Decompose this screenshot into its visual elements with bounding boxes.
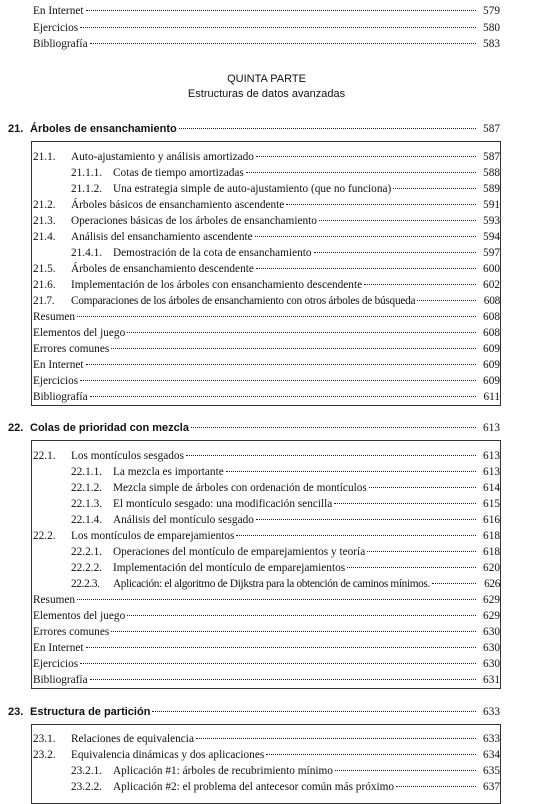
- section-number: 21.1.1.: [71, 167, 103, 179]
- entry-page: 609: [483, 343, 500, 355]
- toc-section: [33, 230, 500, 245]
- entry-page: 629: [483, 610, 500, 622]
- chapter-number: 21.: [8, 123, 24, 135]
- chapter-page: 633: [483, 706, 500, 718]
- section-page: 600: [483, 263, 500, 275]
- toc-subsection: [71, 513, 500, 528]
- section-number: 21.1.2.: [71, 183, 103, 195]
- toc-entry: [33, 673, 500, 688]
- section-page: 620: [483, 562, 500, 574]
- entry-title: Resumen: [33, 594, 76, 606]
- section-number: 22.1.1.: [71, 466, 103, 478]
- toc-entry: [33, 625, 500, 640]
- section-page: 618: [483, 530, 500, 542]
- chapter-title: Estructura de partición: [30, 706, 151, 718]
- section-title: Análisis del montículo sesgado: [113, 514, 254, 526]
- section-title: Operaciones básicas de los árboles de ensanchamiento: [71, 215, 317, 227]
- section-title: Demostración de la cota de ensanchamiento: [113, 247, 312, 259]
- entry-title: Bibliografía: [33, 391, 88, 403]
- entry-title: En Internet: [33, 5, 84, 17]
- chapter-heading: [8, 705, 500, 720]
- section-page: 634: [483, 749, 500, 761]
- toc-section: [33, 198, 500, 213]
- section-number: 22.2.3.: [71, 578, 100, 590]
- toc-section: [33, 294, 500, 309]
- section-number: 23.2.1.: [71, 765, 103, 777]
- section-number: 23.2.: [33, 749, 56, 761]
- chapter-page: 587: [483, 123, 500, 135]
- entry-page: 580: [483, 22, 500, 34]
- entry-page: 630: [483, 658, 500, 670]
- entry-page: 583: [483, 38, 500, 50]
- section-number: 21.4.1.: [71, 247, 103, 259]
- toc-entry: [33, 21, 500, 36]
- section-title: Árboles básicos de ensanchamiento ascendente: [71, 199, 285, 211]
- section-number: 22.1.2.: [71, 482, 103, 494]
- entry-page: 608: [483, 327, 500, 339]
- entry-page: 608: [483, 311, 500, 323]
- entry-title: Elementos del juego: [33, 327, 126, 339]
- entry-page: 609: [483, 359, 500, 371]
- section-title: Análisis del ensanchamiento ascendente: [71, 231, 253, 243]
- section-number: 23.2.2.: [71, 781, 103, 793]
- chapter-title: Colas de prioridad con mezcla: [30, 422, 189, 434]
- toc-section: [33, 748, 500, 763]
- section-page: 626: [484, 578, 500, 590]
- toc-subsection: [71, 577, 500, 592]
- entry-page: 609: [483, 375, 500, 387]
- section-title: Implementación de los árboles con ensanchamiento descendente: [71, 279, 363, 291]
- section-title: Una estrategia simple de auto-ajustamiento (que no funciona): [113, 183, 392, 195]
- entry-page: 611: [483, 391, 500, 403]
- toc-subsection: [71, 182, 500, 197]
- section-page: 608: [483, 295, 500, 307]
- section-page: 588: [483, 167, 500, 179]
- toc-subsection: [71, 465, 500, 480]
- section-page: 591: [483, 199, 500, 211]
- toc-subsection: [71, 764, 500, 779]
- section-number: 22.1.4.: [71, 514, 103, 526]
- toc-entry: [33, 609, 500, 624]
- section-title: El montículo sesgado: una modificación sencilla: [113, 498, 333, 510]
- section-page: 637: [483, 781, 500, 793]
- section-page: 602: [483, 279, 500, 291]
- toc-entry: [33, 390, 500, 405]
- toc-subsection: [71, 497, 500, 512]
- toc-entry: [33, 358, 500, 373]
- section-title: Operaciones del montículo de emparejamientos y teoría: [113, 546, 366, 558]
- section-title: Aplicación #1: árboles de recubrimiento mínimo: [113, 765, 333, 777]
- section-page: 597: [483, 247, 500, 259]
- section-title: Equivalencia dinámicas y dos aplicaciones: [71, 749, 265, 761]
- section-page: 594: [483, 231, 500, 243]
- toc-entry: [33, 593, 500, 608]
- section-page: 613: [483, 450, 500, 462]
- entry-title: Resumen: [33, 311, 76, 323]
- toc-subsection: [71, 545, 500, 560]
- chapter-page: 613: [483, 422, 500, 434]
- entry-title: Ejercicios: [33, 658, 79, 670]
- section-page: 593: [483, 215, 500, 227]
- section-page: 633: [483, 733, 500, 745]
- entry-title: Errores comunes: [33, 626, 110, 638]
- section-title: Mezcla simple de árboles con ordenación de montículos: [113, 482, 367, 494]
- toc-section: [33, 262, 500, 277]
- section-title: Implementación del montículo de emparejamientos: [113, 562, 346, 574]
- section-number: 21.1.: [33, 151, 56, 163]
- entry-page: 631: [483, 674, 500, 686]
- section-title: Los montículos sesgados: [71, 450, 184, 462]
- section-number: 21.7.: [33, 295, 55, 307]
- entry-title: En Internet: [33, 359, 84, 371]
- entry-title: Bibliografía: [33, 38, 88, 50]
- section-number: 21.2.: [33, 199, 56, 211]
- section-page: 613: [483, 466, 500, 478]
- toc-entry: [33, 37, 500, 52]
- section-number: 22.2.2.: [71, 562, 103, 574]
- section-number: 22.2.: [33, 530, 56, 542]
- entry-page: 630: [483, 626, 500, 638]
- entry-page: 629: [483, 594, 500, 606]
- toc-entry: [33, 326, 500, 341]
- section-page: 616: [483, 514, 500, 526]
- toc-subsection: [71, 780, 500, 795]
- toc-entry: [33, 641, 500, 656]
- toc-subsection: [71, 166, 500, 181]
- section-number: 21.3.: [33, 215, 56, 227]
- toc-entry: [33, 310, 500, 325]
- toc-section: [33, 732, 500, 747]
- section-title: Relaciones de equivalencia: [71, 733, 194, 745]
- entry-page: 579: [483, 5, 500, 17]
- section-title: Aplicación: el algoritmo de Dijkstra para la obtención de caminos mínimos.: [113, 578, 430, 590]
- toc-entry: [33, 657, 500, 672]
- section-number: 22.1.3.: [71, 498, 103, 510]
- section-page: 589: [483, 183, 500, 195]
- toc-subsection: [71, 481, 500, 496]
- section-title: Cotas de tiempo amortizadas: [113, 167, 244, 179]
- entry-title: Elementos del juego: [33, 610, 126, 622]
- toc-entry: [33, 4, 500, 19]
- toc-entry: [33, 342, 500, 357]
- toc-subsection: [71, 561, 500, 576]
- section-number: 21.5.: [33, 263, 56, 275]
- toc-section: [33, 449, 500, 464]
- entry-title: En Internet: [33, 642, 84, 654]
- section-page: 615: [483, 498, 500, 510]
- section-page: 587: [483, 151, 500, 163]
- section-number: 23.1.: [33, 733, 56, 745]
- section-page: 635: [483, 765, 500, 777]
- chapter-title: Árboles de ensanchamiento: [30, 123, 177, 135]
- section-title: La mezcla es importante: [113, 466, 224, 478]
- section-title: Los montículos de emparejamientos: [71, 530, 235, 542]
- section-number: 21.6.: [33, 279, 56, 291]
- toc-section: [33, 278, 500, 293]
- entry-title: Ejercicios: [33, 22, 79, 34]
- section-title: Aplicación #2: el problema del antecesor común más próximo: [113, 781, 395, 793]
- entry-page: 630: [483, 642, 500, 654]
- section-title: Comparaciones de los árboles de ensanchamiento con otros árboles de búsqueda: [71, 295, 416, 307]
- section-page: 614: [483, 482, 500, 494]
- entry-title: Ejercicios: [33, 375, 79, 387]
- toc-section: [33, 529, 500, 544]
- toc-subsection: [71, 246, 500, 261]
- section-number: 21.4.: [33, 231, 56, 243]
- section-title: Árboles de ensanchamiento descendente: [71, 263, 254, 275]
- part-label: QUINTA PARTE: [227, 73, 306, 85]
- part-subtitle: Estructuras de datos avanzadas: [187, 88, 346, 100]
- entry-title: Bibliografía: [33, 674, 88, 686]
- section-page: 618: [483, 546, 500, 558]
- section-title: Auto-ajustamiento y análisis amortizado: [71, 151, 254, 163]
- chapter-number: 23.: [8, 706, 24, 718]
- chapter-heading: [8, 122, 500, 137]
- section-number: 22.1.: [33, 450, 56, 462]
- toc-section: [33, 214, 500, 229]
- section-number: 22.2.1.: [71, 546, 103, 558]
- toc-section: [33, 150, 500, 165]
- entry-title: Errores comunes: [33, 343, 110, 355]
- toc-entry: [33, 374, 500, 389]
- chapter-heading: [8, 421, 500, 436]
- chapter-number: 22.: [8, 422, 24, 434]
